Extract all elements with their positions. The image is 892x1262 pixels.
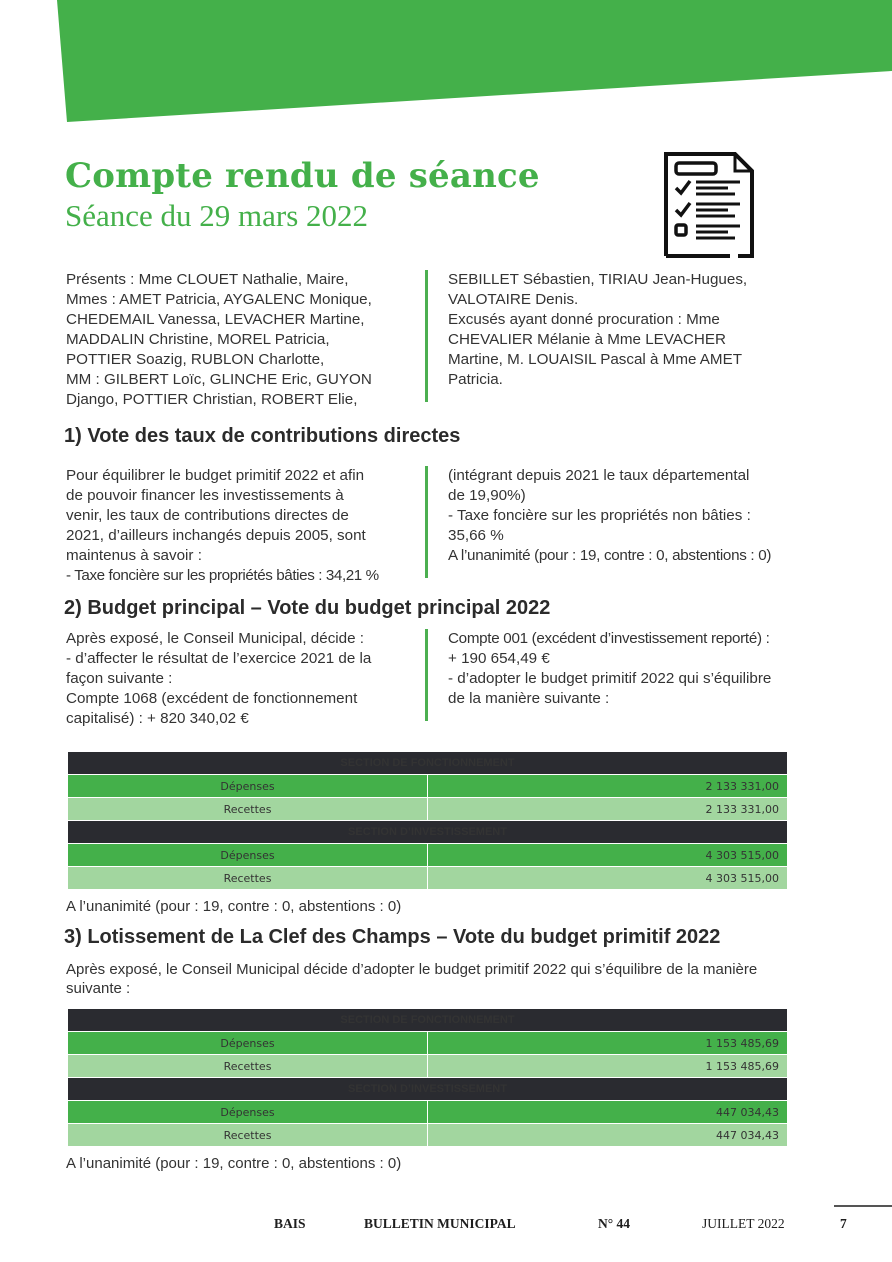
table-row xyxy=(68,1032,788,1055)
row-value: 1 153 485,69 xyxy=(428,1055,788,1078)
page-title: Compte rendu de séance xyxy=(65,156,540,196)
table-row xyxy=(68,844,788,867)
column-divider xyxy=(425,270,428,402)
table-row xyxy=(68,1124,788,1147)
section-title: SECTION DE FONCTIONNEMENT xyxy=(68,752,788,775)
row-value: 447 034,43 xyxy=(428,1124,788,1147)
text-line: Compte 1068 (excédent de fonctionnement xyxy=(66,690,358,707)
text-line: Martine, M. LOUAISIL Pascal à Mme AMET xyxy=(448,351,742,368)
page-number: 7 xyxy=(840,1216,847,1231)
text-line: Présents : Mme CLOUET Nathalie, Maire, xyxy=(66,271,349,288)
section-3-intro: Après exposé, le Conseil Municipal décide d’adopter le budget primitif 2022 qui s’équilibre de la manière suivante : xyxy=(66,961,758,997)
text-line: Compte 001 (excédent d’investissement reporté) : xyxy=(448,630,770,647)
text-line: de 19,90%) xyxy=(448,487,526,504)
row-value: 4 303 515,00 xyxy=(428,867,788,890)
text-line: A l’unanimité (pour : 19, contre : 0, abstentions : 0) xyxy=(448,547,772,564)
row-value: 1 153 485,69 xyxy=(428,1032,788,1055)
text-line: MADDALIN Christine, MOREL Patricia, xyxy=(66,331,330,348)
section-2-body xyxy=(66,629,790,729)
page-subtitle: Séance du 29 mars 2022 xyxy=(65,198,369,233)
text-line: venir, les taux de contributions directes de xyxy=(66,507,349,524)
section-3-heading: 3) Lotissement de La Clef des Champs – Vote du budget primitif 2022 xyxy=(64,926,721,948)
section-1-heading: 1) Vote des taux de contributions directes xyxy=(64,425,461,447)
section-2-heading: 2) Budget principal – Vote du budget principal 2022 xyxy=(64,597,551,619)
text-line: - d’affecter le résultat de l’exercice 2021 de la xyxy=(66,650,372,667)
section-1-right-column xyxy=(448,466,789,586)
row-label: Dépenses xyxy=(68,1101,428,1124)
column-divider xyxy=(425,466,428,578)
row-value: 2 133 331,00 xyxy=(428,798,788,821)
text-line: de pouvoir financer les investissements à xyxy=(66,487,344,504)
text-line: 35,66 % xyxy=(448,527,504,544)
table-section-header xyxy=(68,1078,788,1101)
row-label: Recettes xyxy=(68,867,428,890)
table-row xyxy=(68,775,788,798)
table-row xyxy=(68,867,788,890)
row-label: Dépenses xyxy=(68,1032,428,1055)
footer-date: JUILLET 2022 xyxy=(702,1216,785,1231)
text-line: Pour équilibrer le budget primitif 2022 et afin xyxy=(66,467,365,484)
text-line: Mmes : AMET Patricia, AYGALENC Monique, xyxy=(66,291,372,308)
text-line: - Taxe foncière sur les propriétés non bâties : xyxy=(448,507,751,524)
text-line: VALOTAIRE Denis. xyxy=(448,291,579,308)
section-title: SECTION DE FONCTIONNEMENT xyxy=(68,1009,788,1032)
footer-rule xyxy=(834,1205,892,1207)
row-value: 447 034,43 xyxy=(428,1101,788,1124)
page-footer xyxy=(0,1216,892,1236)
table-row xyxy=(68,1101,788,1124)
row-label: Recettes xyxy=(68,798,428,821)
budget-principal-table xyxy=(67,751,788,890)
table-row xyxy=(68,798,788,821)
section-2-left-column xyxy=(66,629,407,729)
section-1-left-column xyxy=(66,466,407,586)
text-line: - d’adopter le budget primitif 2022 qui s’équilibre xyxy=(448,670,772,687)
table-section-header xyxy=(68,752,788,775)
text-line: Excusés ayant donné procuration : Mme xyxy=(448,311,720,328)
text-line: Django, POTTIER Christian, ROBERT Elie, xyxy=(66,391,358,408)
section-title: SECTION D’INVESTISSEMENT xyxy=(68,821,788,844)
table-row xyxy=(68,1055,788,1078)
text-line: POTTIER Soazig, RUBLON Charlotte, xyxy=(66,351,325,368)
column-divider xyxy=(425,629,428,721)
text-line: façon suivante : xyxy=(66,670,173,687)
text-line: Après exposé, le Conseil Municipal, décide : xyxy=(66,630,365,647)
footer-town: BAIS xyxy=(274,1216,306,1231)
text-line: MM : GILBERT Loïc, GLINCHE Eric, GUYON xyxy=(66,371,372,388)
section-1-body xyxy=(66,466,790,586)
row-label: Dépenses xyxy=(68,775,428,798)
footer-issue: N° 44 xyxy=(598,1216,631,1231)
text-line: de la manière suivante : xyxy=(448,690,610,707)
attendance-left-column xyxy=(66,270,407,410)
section-2-right-column xyxy=(448,629,789,729)
text-line: 2021, d’ailleurs inchangés depuis 2005, sont xyxy=(66,527,366,544)
text-line: maintenus à savoir : xyxy=(66,547,202,564)
text-line: + 190 654,49 € xyxy=(448,650,550,667)
row-value: 4 303 515,00 xyxy=(428,844,788,867)
row-label: Recettes xyxy=(68,1124,428,1147)
section-title: SECTION D’INVESTISSEMENT xyxy=(68,1078,788,1101)
text-line: CHEVALIER Mélanie à Mme LEVACHER xyxy=(448,331,726,348)
attendance-right-column xyxy=(448,270,789,410)
section-2-vote-result: A l’unanimité (pour : 19, contre : 0, abstentions : 0) xyxy=(66,898,402,915)
text-line: CHEDEMAIL Vanessa, LEVACHER Martine, xyxy=(66,311,365,328)
row-label: Dépenses xyxy=(68,844,428,867)
top-green-banner xyxy=(0,0,892,125)
text-line: Patricia. xyxy=(448,371,503,388)
footer-publication: BULLETIN MUNICIPAL xyxy=(364,1216,516,1231)
text-line: (intégrant depuis 2021 le taux départemental xyxy=(448,467,750,484)
row-value: 2 133 331,00 xyxy=(428,775,788,798)
text-line: - Taxe foncière sur les propriétés bâties : 34,21 % xyxy=(66,567,379,584)
lotissement-budget-table xyxy=(67,1008,788,1147)
attendance-block xyxy=(66,270,790,410)
table-section-header xyxy=(68,1009,788,1032)
row-label: Recettes xyxy=(68,1055,428,1078)
checklist-document-icon xyxy=(660,146,760,261)
table-section-header xyxy=(68,821,788,844)
text-line: SEBILLET Sébastien, TIRIAU Jean-Hugues, xyxy=(448,271,748,288)
section-3-vote-result: A l’unanimité (pour : 19, contre : 0, abstentions : 0) xyxy=(66,1155,402,1172)
text-line: capitalisé) : + 820 340,02 € xyxy=(66,710,249,727)
